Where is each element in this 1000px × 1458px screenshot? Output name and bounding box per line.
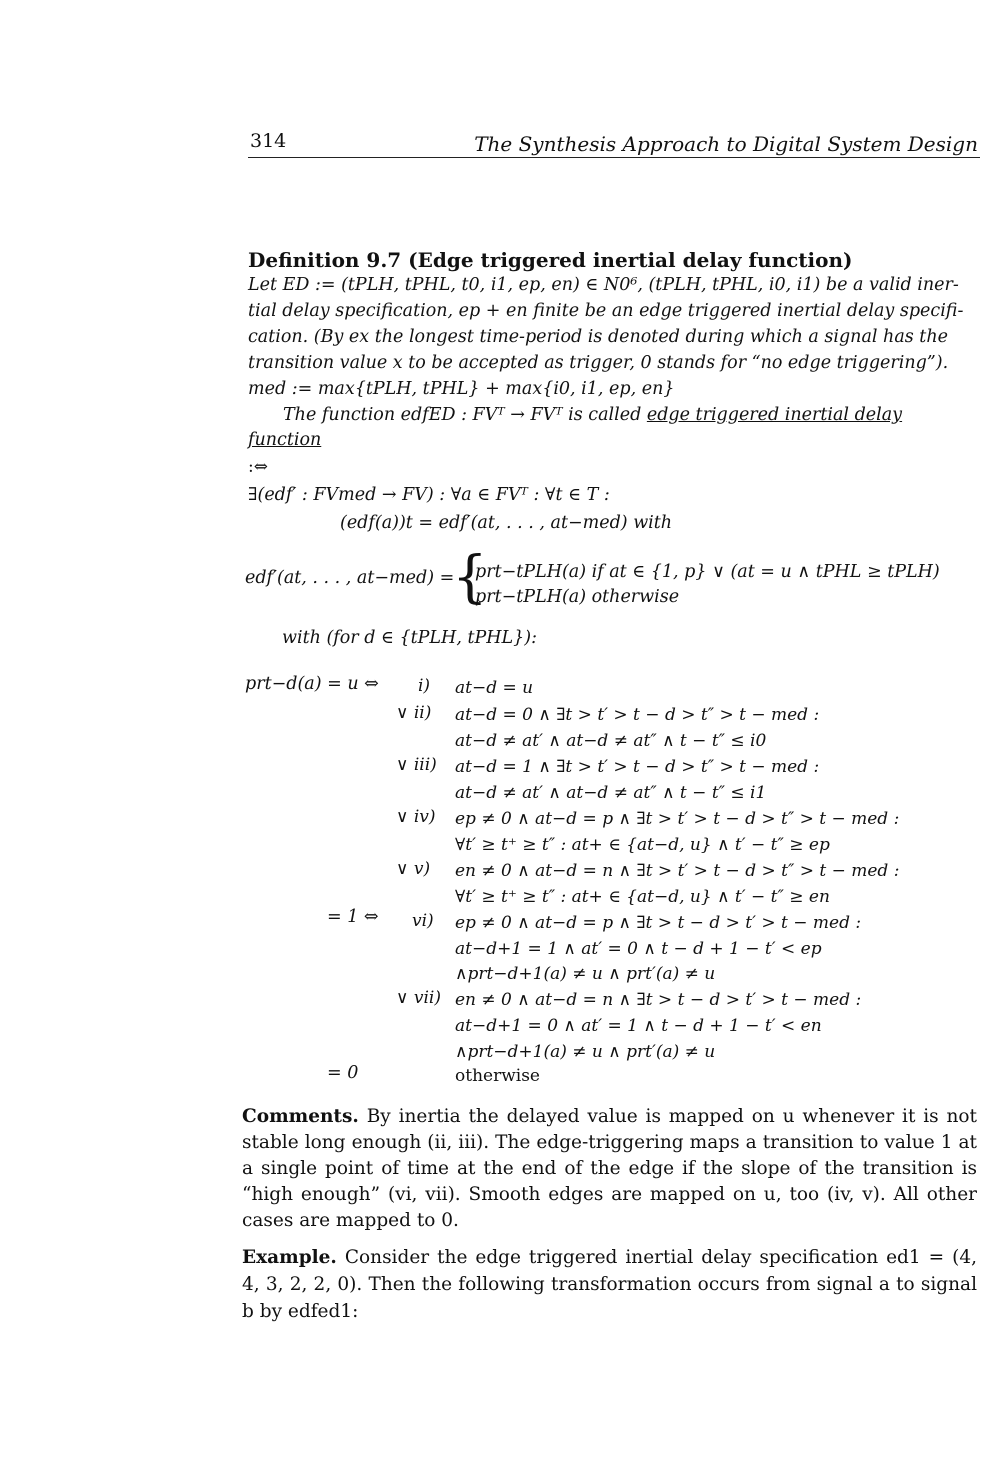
row-expr: ep ≠ 0 ∧ at−d = p ∧ ∃t > t′ > t − d > t″ > t − med :: [455, 809, 900, 829]
definition-line-2: tial delay specification, ep + en finite be an edge triggered inertial delay specifi-: [248, 301, 964, 321]
edf-prime-case-2: prt−tPLH(a) otherwise: [475, 587, 680, 607]
med-definition: med := max{tPLH, tPHL} + max{i0, i1, ep, en}: [248, 379, 675, 399]
example-text: Consider the edge triggered inertial delay specification ed1 = (4, 4, 3, 2, 2, 0). Then the following transformation occurs from signal a to signal b by edfed1:: [242, 1247, 977, 1322]
page-number: 314: [250, 130, 287, 152]
comments-heading: Comments.: [242, 1106, 359, 1127]
definition-heading: Definition 9.7 (Edge triggered inertial delay function): [248, 248, 853, 272]
comments-paragraph: [242, 1104, 977, 1234]
row-expr: at−d+1 = 0 ∧ at′ = 1 ∧ t − d + 1 − t′ < en: [455, 1016, 822, 1036]
row-label-ii: ∨ ii): [396, 703, 432, 723]
row-expr: ep ≠ 0 ∧ at−d = p ∧ ∃t > t − d > t′ > t − med :: [455, 913, 862, 933]
eq-one-iff: = 1 ⇔: [327, 907, 379, 927]
eq-zero: = 0: [327, 1063, 359, 1083]
case-brace: {: [452, 545, 488, 610]
pr-lhs: prt−d(a) = u ⇔: [245, 674, 379, 694]
row-expr: at−d = 1 ∧ ∃t > t′ > t − d > t″ > t − med :: [455, 757, 820, 777]
row-expr: ∀t′ ≥ t⁺ ≥ t″ : at+ ∈ {at−d, u} ∧ t′ − t″ ≥ ep: [455, 835, 830, 855]
row-label-i: i): [418, 676, 431, 696]
edf-prime-case-1: prt−tPLH(a) if at ∈ {1, p} ∨ (at = u ∧ tPHL ≥ tPLH): [475, 562, 940, 582]
row-expr: ∧prt−d+1(a) ≠ u ∧ prt′(a) ≠ u: [455, 964, 716, 984]
with-line: with (for d ∈ {tPLH, tPHL}):: [282, 628, 537, 648]
edf-prime-lhs: edf′(at, . . . , at−med) =: [245, 568, 455, 588]
row-label-iv: ∨ iv): [396, 807, 436, 827]
iff-symbol: :⇔: [248, 457, 268, 477]
row-expr: at−d = u: [455, 678, 534, 698]
header-rule: [248, 157, 980, 158]
function-line: [283, 405, 902, 425]
example-paragraph: [242, 1244, 977, 1325]
exists-line: ∃(edf′ : FVmed → FV) : ∀a ∈ FVᵀ : ∀t ∈ T :: [248, 485, 610, 505]
function-line-text: The function edfED : FVᵀ → FVᵀ is called: [283, 405, 642, 425]
row-label-v: ∨ v): [396, 859, 431, 879]
definition-line-3: cation. (By ex the longest time-period is denoted during which a signal has the: [248, 327, 948, 347]
row-expr: en ≠ 0 ∧ at−d = n ∧ ∃t > t′ > t − d > t″ > t − med :: [455, 861, 900, 881]
row-label-iii: ∨ iii): [396, 755, 437, 775]
row-expr: ∧prt−d+1(a) ≠ u ∧ prt′(a) ≠ u: [455, 1042, 716, 1062]
row-label-vi: vi): [412, 911, 434, 931]
running-title: The Synthesis Approach to Digital System Design: [474, 132, 978, 156]
row-expr: at−d+1 = 1 ∧ at′ = 0 ∧ t − d + 1 − t′ < ep: [455, 939, 822, 959]
row-expr: at−d = 0 ∧ ∃t > t′ > t − d > t″ > t − med :: [455, 705, 820, 725]
definition-line-4: transition value x to be accepted as trigger, 0 stands for “no edge triggering”).: [248, 353, 949, 373]
row-expr: at−d ≠ at′ ∧ at−d ≠ at″ ∧ t − t″ ≤ i1: [455, 783, 767, 803]
function-term: edge triggered inertial delay: [646, 405, 903, 425]
row-expr: en ≠ 0 ∧ at−d = n ∧ ∃t > t − d > t′ > t − med :: [455, 990, 862, 1010]
row-expr: ∀t′ ≥ t⁺ ≥ t″ : at+ ∈ {at−d, u} ∧ t′ − t″ ≥ en: [455, 887, 830, 907]
definition-line-1: Let ED := (tPLH, tPHL, t0, i1, ep, en) ∈ N0⁶, (tPLH, tPHL, i0, i1) be a valid iner-: [248, 275, 959, 295]
comments-text: By inertia the delayed value is mapped on u whenever it is not stable long enough (ii, iii). The edge-triggering maps a transition to value 1 at a single point of time at the end of the edge if the slope of the transition is “high enough” (vi, vii). Smooth edges are mapped on u, too (iv, v). All other cases are mapped to 0.: [242, 1106, 977, 1231]
edf-equation: (edf(a))t = edf′(at, . . . , at−med) with: [340, 513, 673, 533]
row-label-vii: ∨ vii): [396, 988, 441, 1008]
example-heading: Example.: [242, 1247, 337, 1268]
function-term-cont: function: [248, 430, 322, 450]
row-expr: at−d ≠ at′ ∧ at−d ≠ at″ ∧ t − t″ ≤ i0: [455, 731, 767, 751]
row-expr-otherwise: otherwise: [455, 1066, 540, 1086]
